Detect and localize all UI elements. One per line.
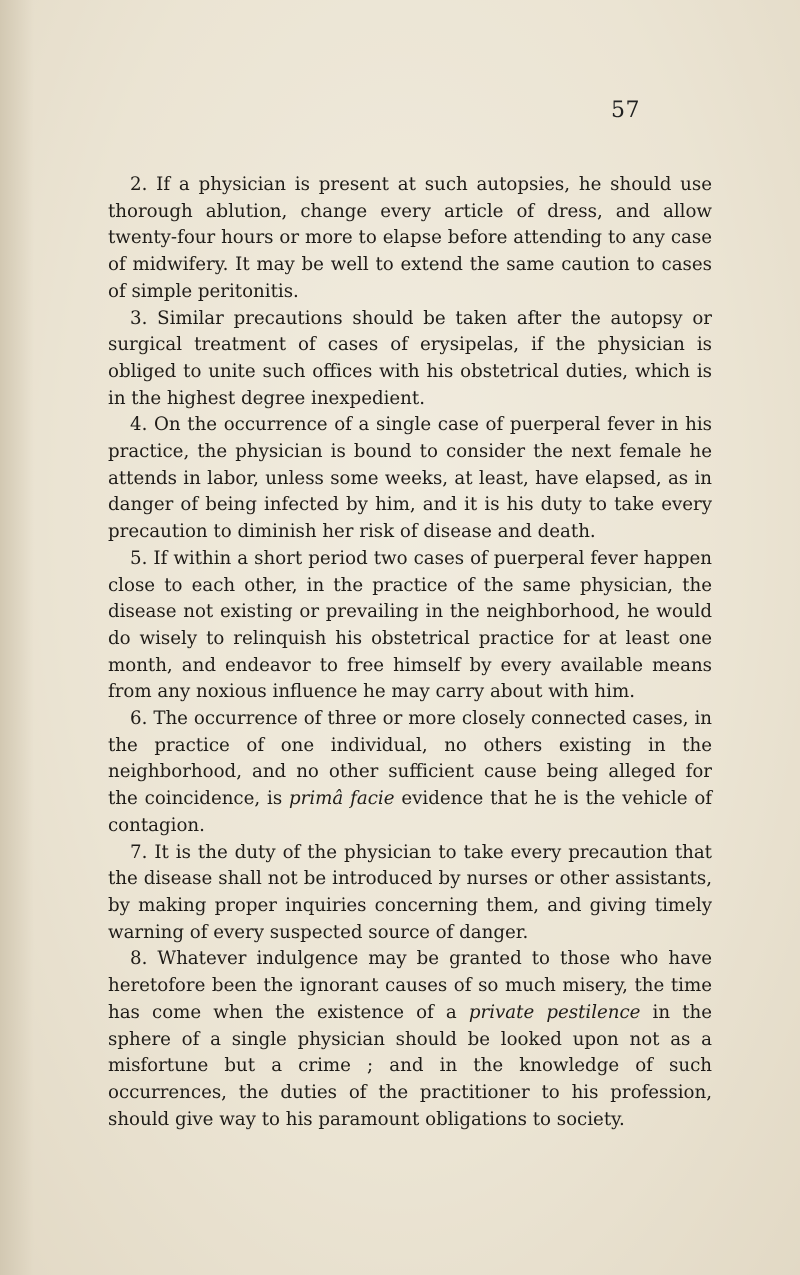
paragraph-6	[108, 706, 712, 840]
paragraph-3	[108, 306, 712, 413]
text-run: 8. Whatever indulgence may be granted to those who have heretofore been the ignorant causes of so much misery, the time has come when the existence of a	[108, 948, 712, 1023]
text-run: evidence that he is the vehicle of contagion.	[108, 788, 712, 836]
italic-phrase: private pestilence	[468, 1001, 641, 1023]
italic-phrase: primâ facie	[289, 788, 395, 810]
text-run: 3. Similar precautions should be taken after the autopsy or surgical treatment of cases of erysipelas, if the physician is obliged to unite such offices with his obstetrical duties, which is in the highest degree inexpedient.	[108, 307, 712, 409]
body-text	[108, 172, 712, 1133]
text-run: 7. It is the duty of the physician to take every precaution that the disease shall not be introduced by nurses or other assistants, by making proper inquiries concerning them, and giving timely warning of every suspected source of danger.	[108, 841, 712, 943]
binding-gutter-shadow	[0, 0, 34, 1275]
paragraph-4	[108, 412, 712, 546]
text-run: in the sphere of a single physician should be looked upon not as a misfortune but a crime ; and in the knowledge of such occurrences, the duties of the practitioner to his profession, should give way to his paramount obligations to society.	[108, 1001, 712, 1130]
paragraph-5	[108, 546, 712, 706]
paragraph-8	[108, 946, 712, 1133]
text-run: 5. If within a short period two cases of puerperal fever happen close to each other, in the practice of the same physician, the disease not existing or prevailing in the neighborhood, he would do wisely to relinquish his obstetrical practice for at least one month, and endeavor to free himself by every available means from any noxious influence he may carry about with him.	[108, 547, 712, 703]
paragraph-2	[108, 172, 712, 306]
paragraph-7	[108, 840, 712, 947]
text-run: 4. On the occurrence of a single case of puerperal fever in his practice, the physician is bound to consider the next female he attends in labor, unless some weeks, at least, have elapsed, as in danger of being infected by him, and it is his duty to take every precaution to diminish her risk of disease and death.	[108, 414, 712, 543]
text-run: 6. The occurrence of three or more closely connected cases, in the practice of one individual, no others existing in the neighborhood, and no other sufficient cause being alleged for the coincidence, is	[108, 708, 712, 810]
page-number: 57	[611, 98, 640, 123]
text-run: 2. If a physician is present at such autopsies, he should use thorough ablution, change every article of dress, and allow twenty-four hours or more to elapse before attending to any case of midwifery. It may be well to extend the same caution to cases of simple peritonitis.	[108, 174, 712, 302]
